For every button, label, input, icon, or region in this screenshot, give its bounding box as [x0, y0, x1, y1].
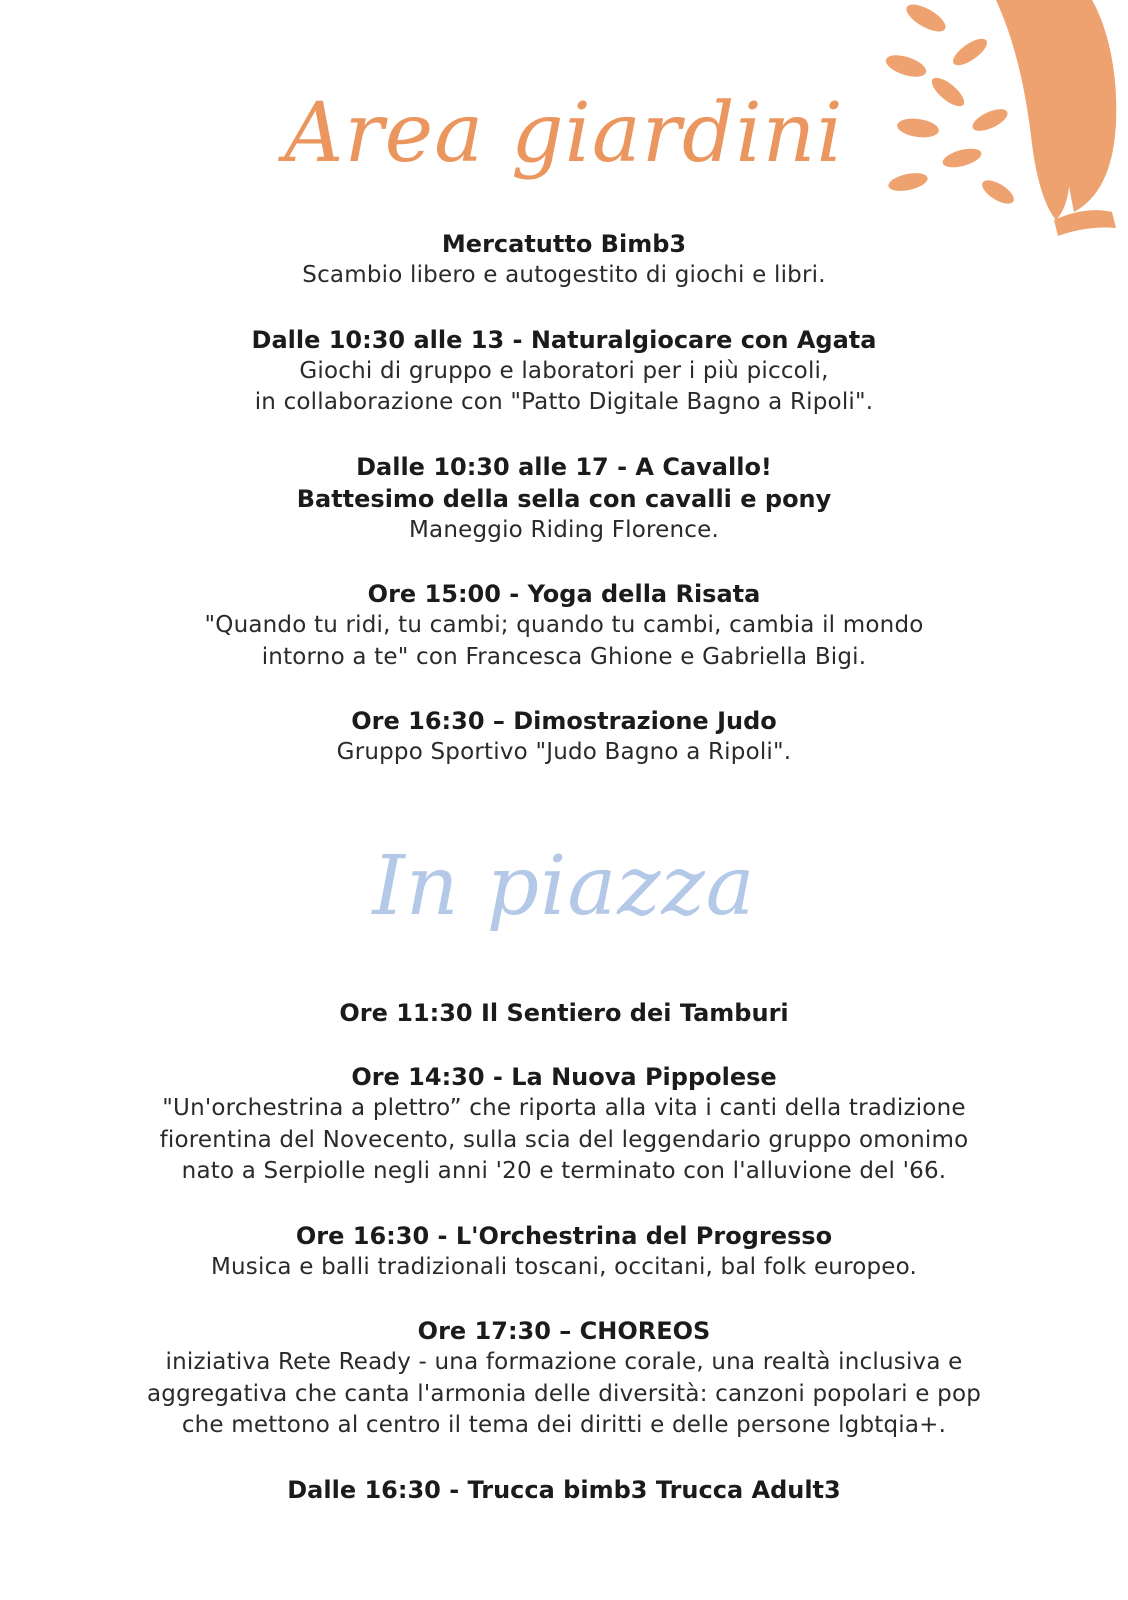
event-description	[0, 610, 1128, 673]
event-description-line: Maneggio Riding Florence.	[409, 516, 719, 543]
event-description	[0, 356, 1128, 419]
event-description	[0, 1093, 1128, 1188]
event-description-line: nato a Serpiolle negli anni '20 e terminato con l'alluvione del '66.	[181, 1158, 947, 1184]
event-description-line: Giochi di gruppo e laboratori per i più piccoli,	[299, 357, 829, 384]
event-item	[0, 997, 1128, 1029]
event-list-in-piazza	[0, 997, 1128, 1538]
event-item	[0, 324, 1128, 419]
event-item	[0, 228, 1128, 292]
event-item	[0, 705, 1128, 769]
event-heading: Ore 16:30 – Dimostrazione Judo	[351, 707, 777, 735]
event-heading: Ore 11:30 Il Sentiero dei Tamburi	[339, 999, 789, 1027]
event-description-line: intorno a te" con Francesca Ghione e Gabriella Bigi.	[261, 643, 867, 670]
event-description	[0, 737, 1128, 769]
event-description-line: aggregativa che canta l'armonia delle diversità: canzoni popolari e pop	[146, 1380, 982, 1407]
event-heading: Ore 15:00 - Yoga della Risata	[367, 580, 761, 608]
event-description-line: che mettono al centro il tema dei diritti e delle persone lgbtqia+.	[181, 1412, 947, 1438]
event-item	[0, 1220, 1128, 1284]
event-description	[0, 1252, 1128, 1284]
event-heading: Ore 17:30 – CHOREOS	[417, 1317, 711, 1345]
event-heading: Ore 16:30 - L'Orchestrina del Progresso	[295, 1221, 833, 1250]
event-heading: Dalle 16:30 - Trucca bimb3 Trucca Adult3	[287, 1475, 841, 1504]
event-item	[0, 1061, 1128, 1188]
event-description	[0, 515, 1128, 547]
event-item	[0, 1474, 1128, 1506]
event-list-area-giardini	[0, 228, 1128, 801]
event-description	[0, 260, 1128, 292]
event-heading: Dalle 10:30 alle 13 - Naturalgiocare con Agata	[251, 325, 877, 354]
event-heading: Dalle 10:30 alle 17 - A Cavallo!	[356, 452, 772, 481]
event-description-line: iniziativa Rete Ready - una formazione corale, una realtà inclusiva e	[165, 1349, 963, 1375]
event-description-line: "Un'orchestrina a plettro” che riporta alla vita i canti della tradizione	[162, 1095, 966, 1121]
event-description-line: in collaborazione con "Patto Digitale Bagno a Ripoli".	[254, 389, 874, 415]
event-item	[0, 1315, 1128, 1442]
event-description	[0, 1347, 1128, 1442]
section-title-in-piazza: In piazza	[372, 839, 756, 934]
event-description-line: Gruppo Sportivo "Judo Bagno a Ripoli".	[336, 739, 792, 765]
event-description-line: fiorentina del Novecento, sulla scia del leggendario gruppo omonimo	[159, 1126, 969, 1153]
event-description-line: Scambio libero e autogestito di giochi e libri.	[302, 262, 826, 288]
event-heading: Battesimo della sella con cavalli e pony	[296, 484, 832, 513]
event-heading: Ore 14:30 - La Nuova Pippolese	[351, 1063, 777, 1091]
event-description-line: Musica e balli tradizionali toscani, occitani, bal folk europeo.	[210, 1253, 918, 1280]
section-title-area-giardini: Area giardini	[284, 86, 844, 181]
event-item	[0, 451, 1128, 547]
event-description-line: "Quando tu ridi, tu cambi; quando tu cambi, cambia il mondo	[204, 612, 924, 638]
event-item	[0, 578, 1128, 673]
event-heading: Mercatutto Bimb3	[441, 230, 687, 258]
